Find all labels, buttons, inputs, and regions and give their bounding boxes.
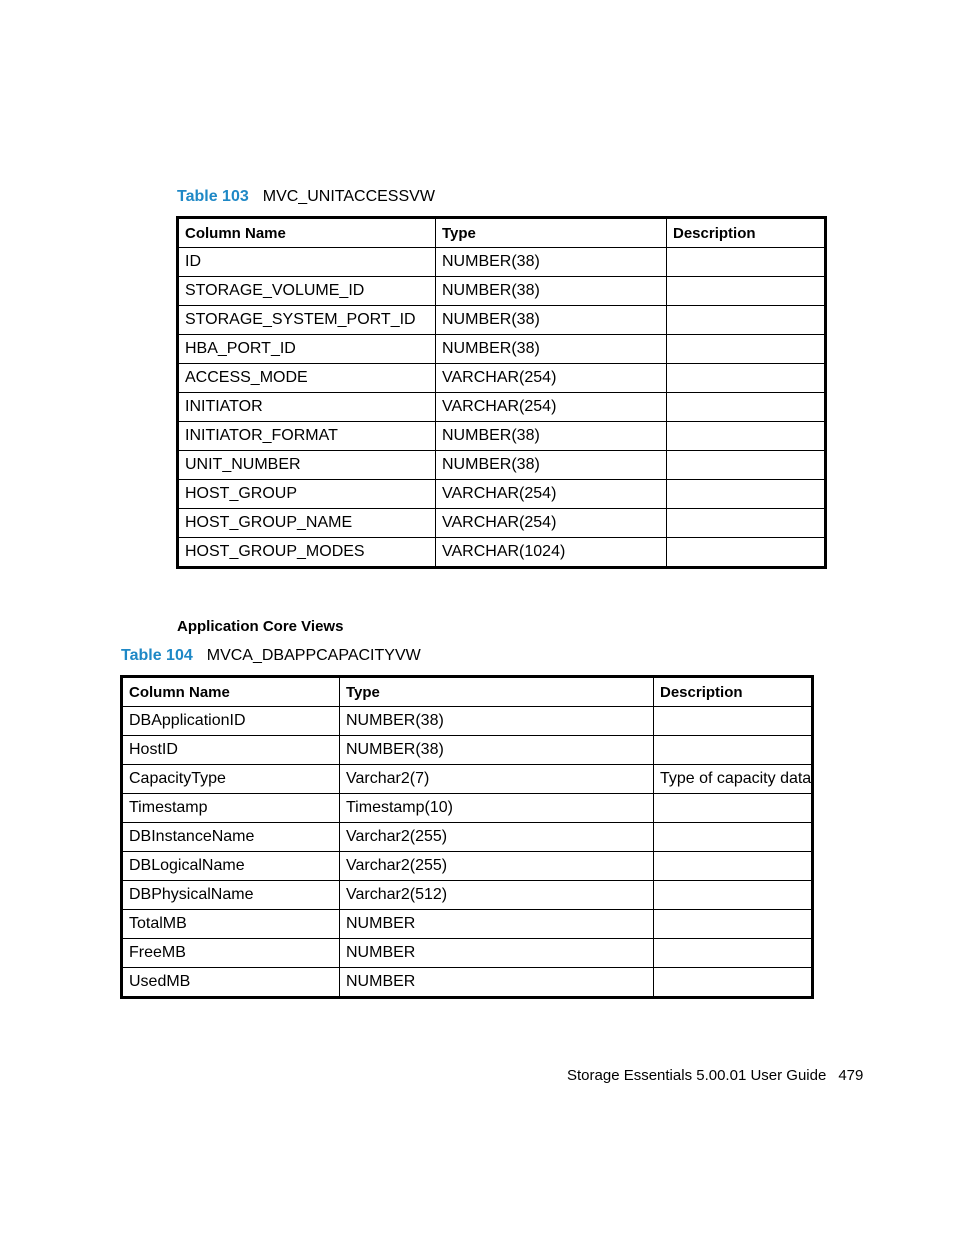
cell-column-name: HostID: [122, 736, 340, 765]
table-row: [122, 794, 813, 823]
cell-type: VARCHAR(254): [436, 480, 667, 509]
table-row: [178, 306, 826, 335]
cell-type: VARCHAR(1024): [436, 538, 667, 568]
cell-column-name: DBInstanceName: [122, 823, 340, 852]
table-row: [122, 736, 813, 765]
table-103: [176, 216, 827, 569]
cell-type: NUMBER(38): [436, 306, 667, 335]
cell-description: [667, 393, 826, 422]
cell-column-name: INITIATOR_FORMAT: [178, 422, 436, 451]
cell-description: [654, 736, 813, 765]
table-row: [178, 509, 826, 538]
cell-type: NUMBER(38): [436, 335, 667, 364]
cell-type: Timestamp(10): [340, 794, 654, 823]
cell-column-name: HOST_GROUP: [178, 480, 436, 509]
cell-column-name: INITIATOR: [178, 393, 436, 422]
table-row: [122, 881, 813, 910]
column-header-type: Type: [340, 677, 654, 707]
cell-description: [667, 248, 826, 277]
cell-description: [654, 852, 813, 881]
table-104-caption: [121, 647, 421, 665]
table-row: [178, 248, 826, 277]
table-row: [122, 910, 813, 939]
cell-description: [667, 364, 826, 393]
cell-description: [654, 910, 813, 939]
table-header-row: [122, 677, 813, 707]
cell-column-name: TotalMB: [122, 910, 340, 939]
cell-description: [654, 707, 813, 736]
cell-type: NUMBER(38): [436, 248, 667, 277]
cell-description: Type of capacity data: [654, 765, 813, 794]
table-row: [178, 451, 826, 480]
cell-column-name: STORAGE_VOLUME_ID: [178, 277, 436, 306]
cell-type: Varchar2(7): [340, 765, 654, 794]
cell-column-name: UsedMB: [122, 968, 340, 998]
table-row: [178, 277, 826, 306]
cell-type: VARCHAR(254): [436, 364, 667, 393]
table-row: [122, 707, 813, 736]
cell-description: [667, 306, 826, 335]
column-header-description: Description: [654, 677, 813, 707]
table-104-label: Table 104: [121, 647, 193, 664]
page-footer: [567, 1067, 863, 1084]
guide-title: Storage Essentials 5.00.01 User Guide: [567, 1067, 827, 1084]
table-103-label: Table 103: [177, 188, 249, 205]
table-row: [122, 939, 813, 968]
cell-type: NUMBER(38): [340, 736, 654, 765]
table-104-name: MVCA_DBAPPCAPACITYVW: [206, 647, 421, 664]
cell-type: NUMBER(38): [436, 451, 667, 480]
cell-description: [654, 939, 813, 968]
cell-column-name: ID: [178, 248, 436, 277]
column-header-type: Type: [436, 218, 667, 248]
cell-column-name: DBPhysicalName: [122, 881, 340, 910]
cell-description: [667, 451, 826, 480]
page-number: 479: [838, 1067, 864, 1084]
table-104: [120, 675, 814, 999]
cell-column-name: Timestamp: [122, 794, 340, 823]
cell-type: Varchar2(512): [340, 881, 654, 910]
table-header-row: [178, 218, 826, 248]
cell-column-name: HOST_GROUP_NAME: [178, 509, 436, 538]
table-row: [122, 968, 813, 998]
table-row: [122, 823, 813, 852]
column-header-column-name: Column Name: [122, 677, 340, 707]
cell-column-name: FreeMB: [122, 939, 340, 968]
table-row: [122, 852, 813, 881]
cell-column-name: STORAGE_SYSTEM_PORT_ID: [178, 306, 436, 335]
table-row: [178, 422, 826, 451]
column-header-description: Description: [667, 218, 826, 248]
table-row: [178, 335, 826, 364]
cell-type: NUMBER: [340, 968, 654, 998]
cell-column-name: UNIT_NUMBER: [178, 451, 436, 480]
cell-description: [667, 422, 826, 451]
cell-type: VARCHAR(254): [436, 393, 667, 422]
cell-description: [667, 335, 826, 364]
cell-type: NUMBER: [340, 910, 654, 939]
cell-description: [654, 794, 813, 823]
cell-type: NUMBER(38): [436, 422, 667, 451]
table-103-name: MVC_UNITACCESSVW: [262, 188, 435, 205]
cell-column-name: DBLogicalName: [122, 852, 340, 881]
column-header-column-name: Column Name: [178, 218, 436, 248]
cell-description: [667, 538, 826, 568]
cell-type: Varchar2(255): [340, 852, 654, 881]
cell-column-name: DBApplicationID: [122, 707, 340, 736]
cell-type: Varchar2(255): [340, 823, 654, 852]
cell-description: [667, 480, 826, 509]
table-row: [178, 538, 826, 568]
cell-type: NUMBER(38): [340, 707, 654, 736]
cell-type: NUMBER: [340, 939, 654, 968]
table-row: [178, 480, 826, 509]
cell-description: [667, 277, 826, 306]
cell-description: [654, 881, 813, 910]
cell-column-name: HBA_PORT_ID: [178, 335, 436, 364]
cell-description: [654, 968, 813, 998]
table-row: [178, 364, 826, 393]
cell-description: [667, 509, 826, 538]
section-heading: Application Core Views: [177, 618, 344, 635]
cell-description: [654, 823, 813, 852]
cell-column-name: HOST_GROUP_MODES: [178, 538, 436, 568]
cell-column-name: ACCESS_MODE: [178, 364, 436, 393]
cell-column-name: CapacityType: [122, 765, 340, 794]
table-row: [178, 393, 826, 422]
cell-type: VARCHAR(254): [436, 509, 667, 538]
table-row: [122, 765, 813, 794]
table-103-caption: [177, 188, 435, 206]
cell-type: NUMBER(38): [436, 277, 667, 306]
